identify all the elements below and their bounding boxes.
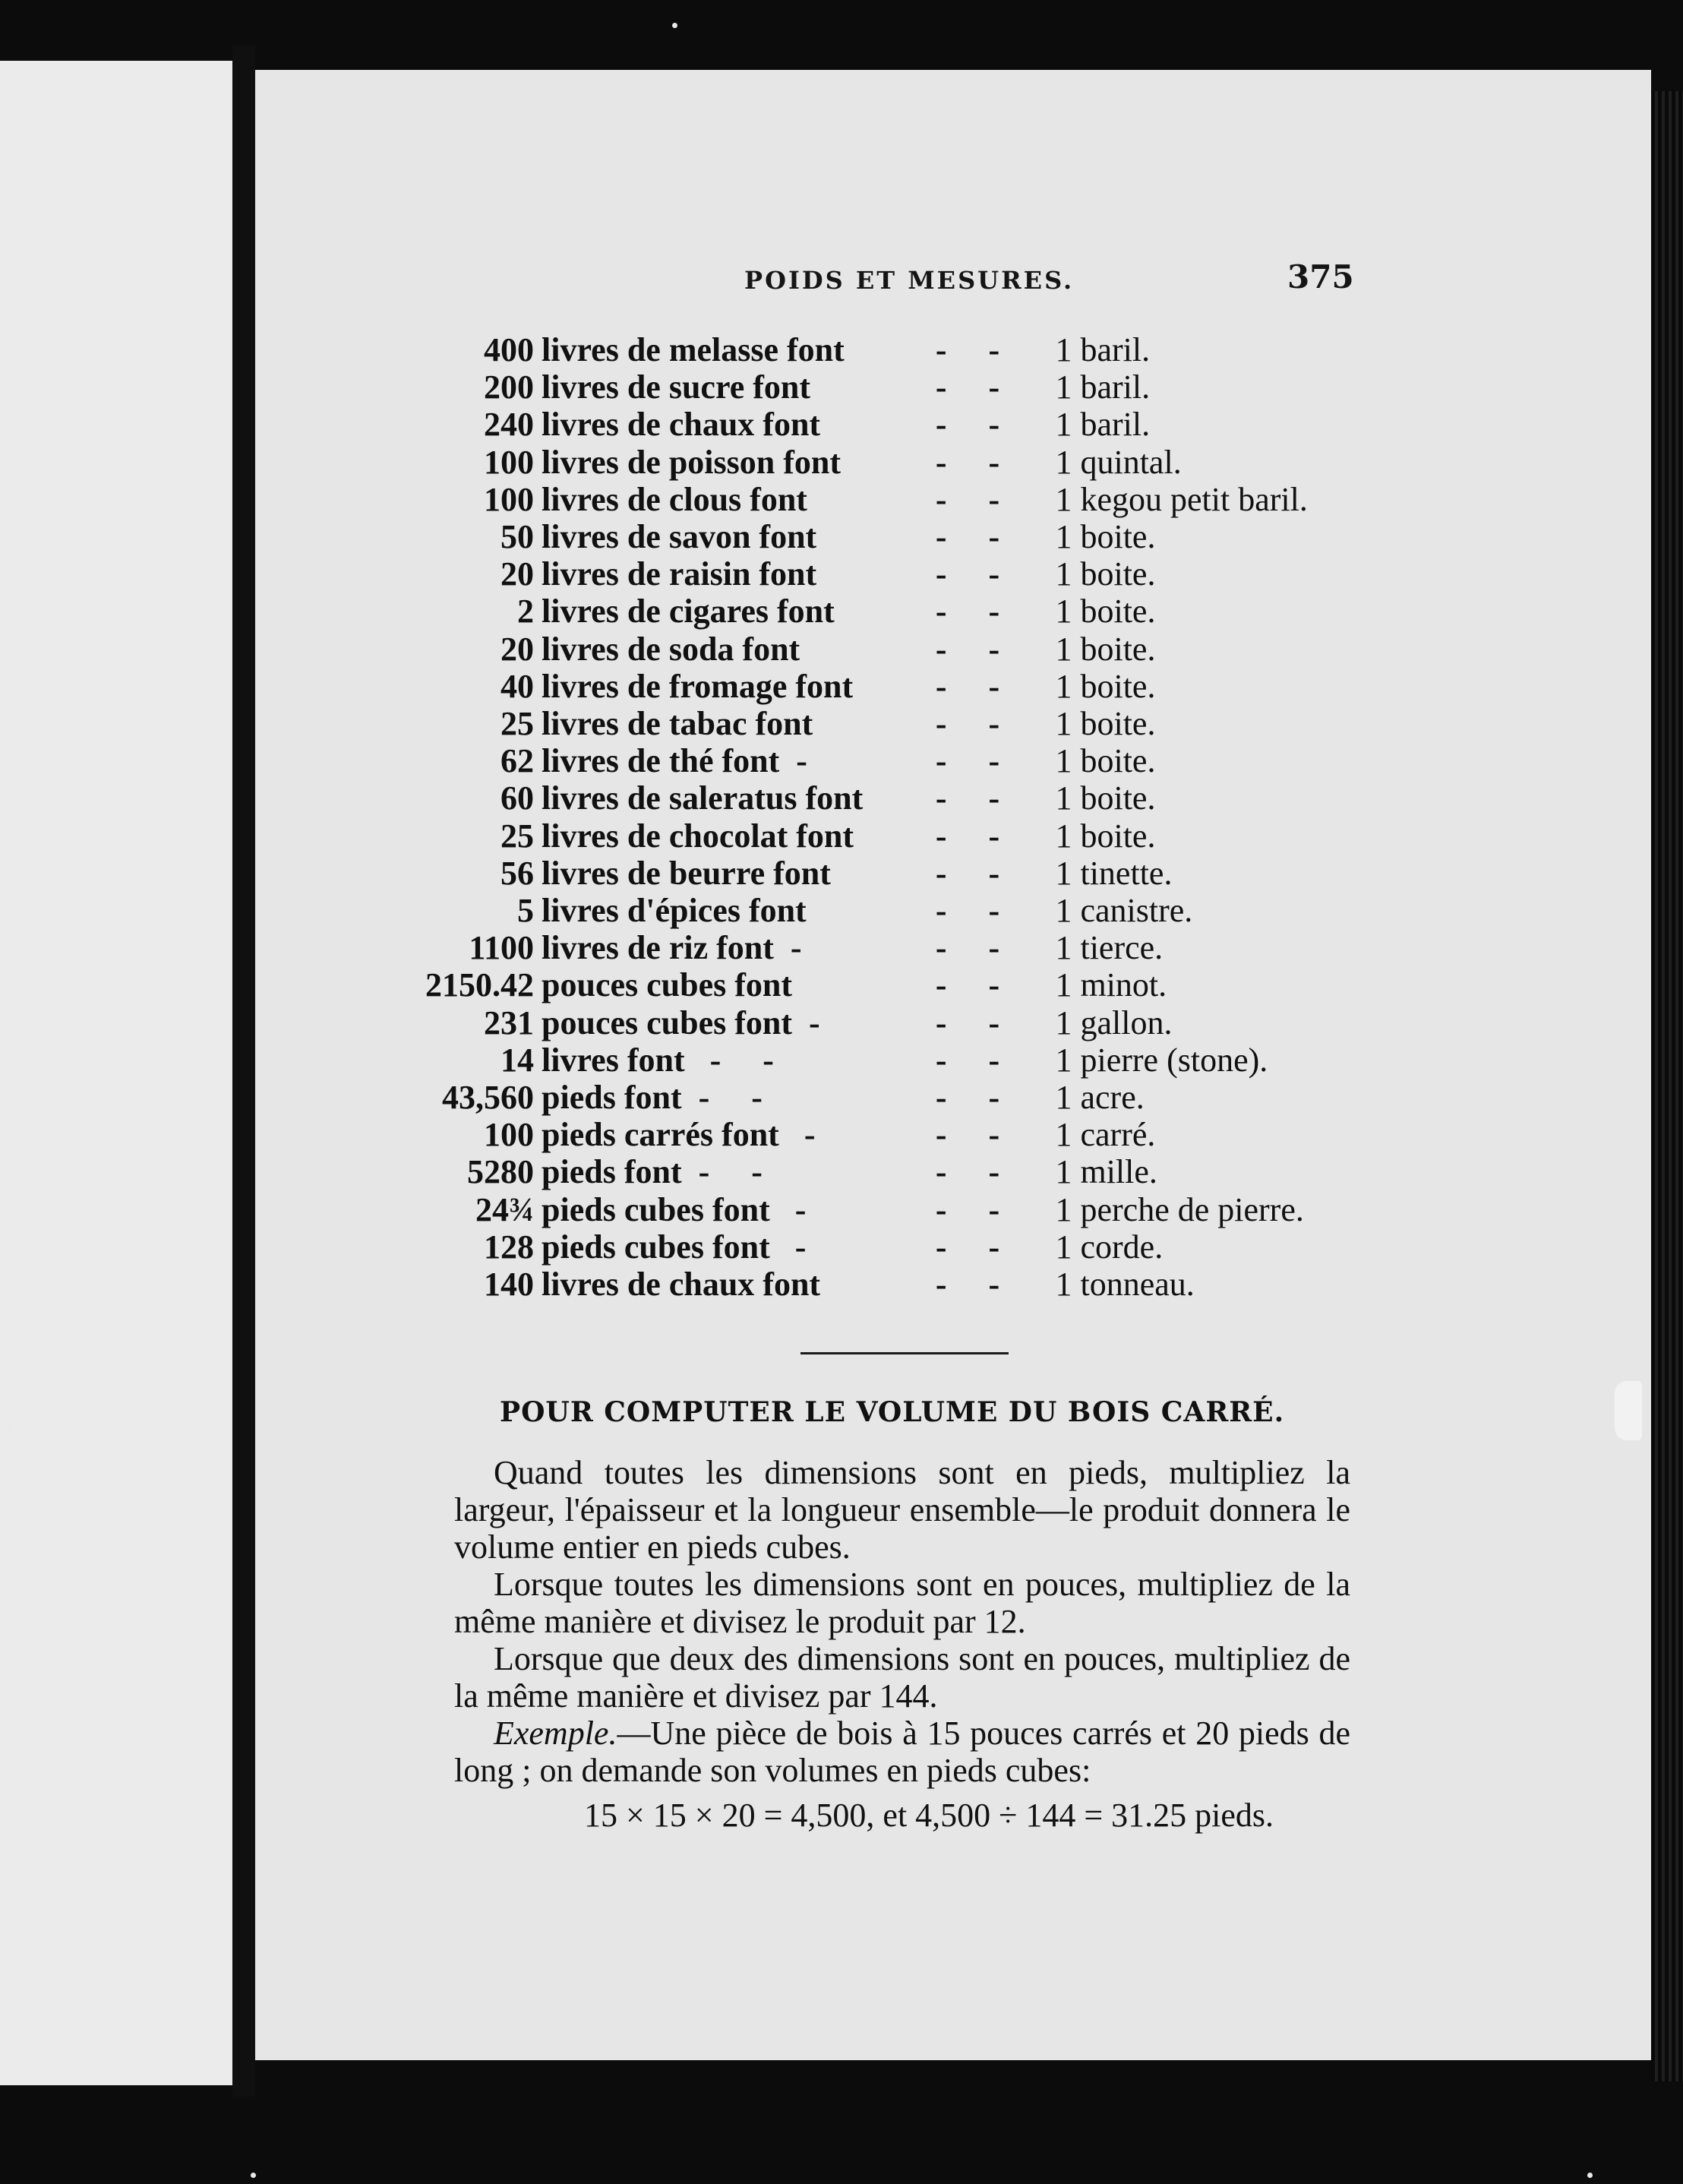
row-dashes: - - (935, 929, 1000, 967)
row-dashes: - - (935, 593, 1000, 631)
table-row (425, 444, 1413, 481)
table-row (425, 593, 1413, 630)
row-dashes: - - (935, 555, 1000, 593)
paragraph: Quand toutes les dimensions sont en pieds, multipliez la largeur, l'épaisseur et la longueur ensemble—le produit donnera le volume entier en pieds cubes. (454, 1454, 1350, 1566)
row-quantity: 20 (500, 555, 534, 593)
row-unit: 1 minot. (1055, 966, 1167, 1004)
row-unit: 1 corde. (1055, 1228, 1164, 1266)
row-description: livres de beurre font (542, 854, 831, 892)
table-row (425, 892, 1413, 929)
section-divider (800, 1352, 1009, 1354)
table-row (425, 518, 1413, 555)
table-row (425, 855, 1413, 892)
row-unit: 1 baril. (1055, 368, 1151, 406)
table-row (425, 929, 1413, 966)
row-description: livres de sucre font (542, 368, 810, 406)
row-quantity: 50 (500, 518, 534, 556)
row-quantity: 100 (484, 480, 534, 518)
row-quantity: 100 (484, 443, 534, 481)
row-dashes: - - (935, 518, 1000, 556)
page-edge (1651, 91, 1683, 2081)
row-dashes: - - (935, 480, 1000, 518)
row-description: livres de raisin font (542, 555, 817, 593)
row-description: pouces cubes font (542, 966, 793, 1004)
row-description: livres de riz font - (542, 929, 802, 967)
row-quantity: 100 (484, 1116, 534, 1154)
row-dashes: - - (935, 1190, 1000, 1228)
row-quantity: 128 (484, 1228, 534, 1266)
left-page (0, 61, 232, 2085)
page-edge-tab (1615, 1381, 1642, 1440)
table-row (425, 481, 1413, 518)
row-unit: 1 boite. (1055, 705, 1156, 743)
row-unit: 1 boite. (1055, 779, 1156, 817)
row-description: pieds carrés font - (542, 1116, 816, 1154)
row-dashes: - - (935, 1079, 1000, 1117)
table-row (425, 631, 1413, 668)
row-quantity: 1100 (469, 929, 534, 967)
row-dashes: - - (935, 705, 1000, 743)
row-quantity: 43,560 (442, 1079, 534, 1117)
row-quantity: 5 (517, 892, 534, 930)
row-dashes: - - (935, 1116, 1000, 1154)
row-unit: 1 boite. (1055, 593, 1156, 631)
row-quantity: 25 (500, 705, 534, 743)
row-dashes: - - (935, 854, 1000, 892)
example-calculation: 15 × 15 × 20 = 4,500, et 4,500 ÷ 144 = 31.25 pieds. (583, 1797, 1274, 1834)
row-quantity: 20 (500, 630, 534, 668)
row-quantity: 2 (517, 593, 534, 631)
row-description: pouces cubes font - (542, 1004, 820, 1041)
table-row (425, 406, 1413, 443)
table-row (425, 331, 1413, 368)
row-dashes: - - (935, 331, 1000, 368)
table-row (425, 1266, 1413, 1303)
row-unit: 1 tinette. (1055, 854, 1173, 892)
row-quantity: 231 (484, 1004, 534, 1041)
table-body (425, 331, 1413, 1303)
table-row (425, 668, 1413, 705)
table-row (425, 368, 1413, 406)
row-description: pieds font - - (542, 1153, 763, 1191)
example-text: —Une pièce de bois à 15 pouces carrés et 20 pieds de long ; on demande son volumes en pieds cubes: (454, 1715, 1350, 1789)
paragraph: Lorsque que deux des dimensions sont en pouces, multipliez de la même manière et divisez par 144. (454, 1640, 1350, 1715)
table-row (425, 1228, 1413, 1266)
row-description: livres font - - (542, 1041, 774, 1079)
row-dashes: - - (935, 1153, 1000, 1191)
row-unit: 1 boite. (1055, 518, 1156, 556)
row-quantity: 40 (500, 667, 534, 705)
table-row (425, 1041, 1413, 1079)
row-quantity: 14 (500, 1041, 534, 1079)
table-row (425, 817, 1413, 855)
row-description: pieds cubes font - (542, 1228, 807, 1266)
row-unit: 1 baril. (1055, 406, 1151, 444)
row-description: livres de fromage font (542, 667, 854, 705)
row-description: livres de thé font - (542, 742, 807, 780)
row-description: livres de tabac font (542, 705, 813, 743)
row-unit: 1 boite. (1055, 630, 1156, 668)
row-dashes: - - (935, 1228, 1000, 1266)
row-quantity: 25 (500, 817, 534, 855)
speck (251, 2173, 256, 2178)
table-row (425, 1004, 1413, 1041)
row-dashes: - - (935, 443, 1000, 481)
row-unit: 1 boite. (1055, 742, 1156, 780)
table-row (425, 1191, 1413, 1228)
row-description: livres d'épices font (542, 892, 807, 930)
row-quantity: 200 (484, 368, 534, 406)
row-dashes: - - (935, 742, 1000, 780)
row-dashes: - - (935, 892, 1000, 930)
row-dashes: - - (935, 1266, 1000, 1304)
row-description: livres de poisson font (542, 443, 842, 481)
section-title: POUR COMPUTER LE VOLUME DU BOIS CARRÉ. (500, 1396, 1285, 1428)
table-row (425, 742, 1413, 779)
row-description: pieds font - - (542, 1079, 763, 1117)
table-row (425, 1153, 1413, 1190)
row-unit: 1 pierre (stone). (1055, 1041, 1268, 1079)
speck (8, 1424, 13, 1430)
body-text (454, 1454, 1350, 1789)
row-dashes: - - (935, 667, 1000, 705)
row-unit: 1 acre. (1055, 1079, 1145, 1117)
row-unit: 1 boite. (1055, 817, 1156, 855)
row-description: livres de savon font (542, 518, 817, 556)
book-gutter (232, 46, 255, 2097)
row-dashes: - - (935, 966, 1000, 1004)
row-unit: 1 boite. (1055, 555, 1156, 593)
row-description: livres de chaux font (542, 1266, 821, 1304)
row-unit: 1 quintal. (1055, 443, 1182, 481)
row-dashes: - - (935, 630, 1000, 668)
row-description: livres de clous font (542, 480, 807, 518)
speck (1587, 2173, 1593, 2178)
row-dashes: - - (935, 817, 1000, 855)
paragraph: Lorsque toutes les dimensions sont en pouces, multipliez de la même manière et divisez le produit par 12. (454, 1566, 1350, 1640)
table-row (425, 1079, 1413, 1116)
row-description: pieds cubes font - (542, 1190, 807, 1228)
row-unit: 1 canistre. (1055, 892, 1193, 930)
speck (672, 23, 677, 28)
row-unit: 1 mille. (1055, 1153, 1157, 1191)
row-quantity: 62 (500, 742, 534, 780)
row-description: livres de saleratus font (542, 779, 864, 817)
row-quantity: 56 (500, 854, 534, 892)
example-label: Exemple. (494, 1715, 617, 1752)
table-row (425, 1116, 1413, 1153)
row-quantity: 2150.42 (425, 966, 534, 1004)
equivalence-table (425, 331, 1413, 1303)
row-unit: 1 boite. (1055, 667, 1156, 705)
row-dashes: - - (935, 1041, 1000, 1079)
row-unit: 1 kegou petit baril. (1055, 480, 1308, 518)
row-dashes: - - (935, 368, 1000, 406)
row-quantity: 5280 (467, 1153, 534, 1191)
table-row (425, 705, 1413, 742)
row-quantity: 24¾ (475, 1190, 534, 1228)
row-dashes: - - (935, 779, 1000, 817)
row-unit: 1 tierce. (1055, 929, 1164, 967)
row-description: livres de cigares font (542, 593, 835, 631)
row-description: livres de melasse font (542, 331, 845, 368)
row-unit: 1 baril. (1055, 331, 1151, 368)
row-quantity: 140 (484, 1266, 534, 1304)
row-quantity: 60 (500, 779, 534, 817)
row-unit: 1 gallon. (1055, 1004, 1173, 1041)
running-head: POIDS ET MESURES. (744, 266, 1075, 295)
row-dashes: - - (935, 406, 1000, 444)
row-unit: 1 perche de pierre. (1055, 1190, 1304, 1228)
paragraph-example (454, 1715, 1350, 1789)
row-description: livres de chocolat font (542, 817, 854, 855)
page-number: 375 (1287, 258, 1354, 296)
row-description: livres de soda font (542, 630, 800, 668)
row-quantity: 400 (484, 331, 534, 368)
table-row (425, 779, 1413, 817)
row-dashes: - - (935, 1004, 1000, 1041)
row-unit: 1 carré. (1055, 1116, 1156, 1154)
table-row (425, 555, 1413, 593)
table-row (425, 966, 1413, 1004)
row-unit: 1 tonneau. (1055, 1266, 1195, 1304)
row-description: livres de chaux font (542, 406, 821, 444)
row-quantity: 240 (484, 406, 534, 444)
